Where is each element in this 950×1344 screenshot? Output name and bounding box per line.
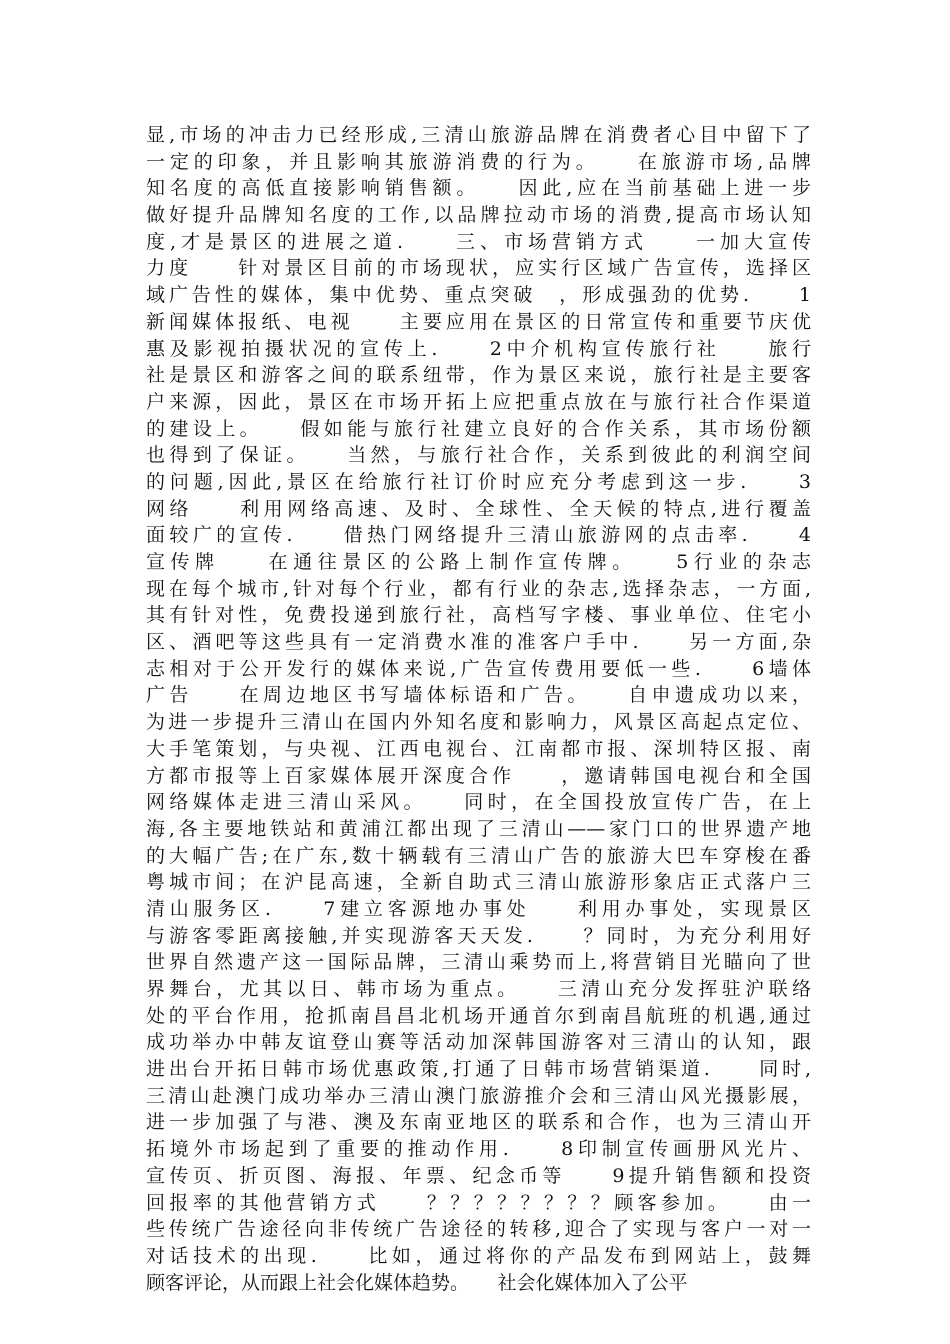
text-line: 惠及影视拍摄状况的宣传上. 2中介机构宣传旅行社 旅行 <box>146 337 811 360</box>
text-line: 为进一步提升三清山在国内外知名度和影响力，风景区高起点定位、 <box>146 711 811 734</box>
text-line: 世界自然遗产这一国际品牌，三清山乘势而上,将营销目光瞄向了世 <box>146 951 811 974</box>
text-line: 三清山赴澳门成功举办三清山澳门旅游推介会和三清山风光摄影展， <box>146 1084 811 1107</box>
text-line: 方都市报等上百家媒体展开深度合作 ，邀请韩国电视台和全国 <box>146 764 811 787</box>
text-line: 进出台开拓日韩市场优惠政策,打通了日韩市场营销渠道. 同时, <box>146 1058 811 1081</box>
text-line: 的问题,因此,景区在给旅行社订价时应充分考虑到这一步. 3 <box>146 470 811 493</box>
text-line: 面较广的宣传. 借热门网络提升三清山旅游网的点击率. 4 <box>146 524 811 547</box>
text-line: 做好提升品牌知名度的工作,以品牌拉动市场的消费,提高市场认知 <box>146 204 811 227</box>
text-line: 宣传牌 在通往景区的公路上制作宣传牌。 5行业的杂志 <box>146 551 811 573</box>
text-line: 的大幅广告;在广东,数十辆载有三清山广告的旅游大巴车穿梭在番 <box>146 844 811 867</box>
text-line: 粤城市间；在沪昆高速，全新自助式三清山旅游形象店正式落户三 <box>146 871 811 894</box>
text-line: 成功举办中韩友谊登山赛等活动加深韩国游客对三清山的认知，跟 <box>146 1031 811 1054</box>
text-line: 拓境外市场起到了重要的推动作用. 8印制宣传画册风光片、 <box>146 1138 811 1161</box>
text-line: 显,市场的冲击力已经形成,三清山旅游品牌在消费者心目中留下了 <box>146 124 811 146</box>
text-line: 其有针对性，免费投递到旅行社，高档写字楼、事业单位、住宅小 <box>146 604 811 627</box>
text-line: 区、酒吧等这些具有一定消费水准的准客户手中. 另一方面,杂 <box>146 631 811 654</box>
text-line: 也得到了保证。 当然，与旅行社合作，关系到彼此的利润空间 <box>146 444 811 467</box>
text-line: 力度 针对景区目前的市场现状，应实行区域广告宣传，选择区 <box>146 257 811 280</box>
text-line: 大手笔策划，与央视、江西电视台、江南都市报、深圳特区报、南 <box>146 737 811 760</box>
text-line: 度,才是景区的进展之道. 三、市场营销方式 一加大宣传 <box>146 230 811 253</box>
text-line: 户来源，因此，景区在市场开拓上应把重点放在与旅行社合作渠道 <box>146 390 811 413</box>
text-line: 界舞台，尤其以日、韩市场为重点。 三清山充分发挥驻沪联络 <box>146 978 811 1000</box>
text-line: 域广告性的媒体，集中优势、重点突破 ，形成强劲的优势. 1 <box>146 284 811 307</box>
text-line: 现在每个城市,针对每个行业，都有行业的杂志,选择杂志，一方面, <box>146 577 811 600</box>
text-line: 一定的印象，并且影响其旅游消费的行为。 在旅游市场,品牌 <box>146 150 811 173</box>
text-line: 进一步加强了与港、澳及东南亚地区的联系和合作，也为三清山开 <box>146 1111 811 1134</box>
text-line: 社是景区和游客之间的联系纽带，作为景区来说，旅行社是主要客 <box>146 364 811 387</box>
text-line: 与游客零距离接触,并实现游客天天发. ？同时，为充分利用好 <box>146 924 811 947</box>
text-line: 知名度的高低直接影响销售额。 因此,应在当前基础上进一步 <box>146 177 811 200</box>
text-line: 清山服务区. 7建立客源地办事处 利用办事处，实现景区 <box>146 897 811 920</box>
text-line: 宣传页、折页图、海报、年票、纪念币等 9提升销售额和投资 <box>146 1164 811 1187</box>
text-line: 对话技术的出现. 比如，通过将你的产品发布到网站上，鼓舞 <box>146 1244 811 1267</box>
text-line: 广告 在周边地区书写墙体标语和广告。 自申遗成功以来， <box>146 684 811 707</box>
text-line: 网络 利用网络高速、及时、全球性、全天候的特点,进行覆盖 <box>146 497 811 520</box>
text-line: 顾客评论，从而跟上社会化媒体趋势。 社会化媒体加入了公平 <box>146 1271 688 1294</box>
text-line: 回报率的其他营销方式 ？？？？？？？？顾客参加。 由一 <box>146 1191 811 1214</box>
text-line: 新闻媒体报纸、电视 主要应用在景区的日常宣传和重要节庆优 <box>146 310 811 333</box>
body-text <box>146 122 811 1296</box>
text-line: 网络媒体走进三清山采风。 同时，在全国投放宣传广告，在上 <box>146 791 811 814</box>
text-line: 的建设上。 假如能与旅行社建立良好的合作关系，其市场份额 <box>146 417 811 440</box>
text-line: 海,各主要地铁站和黄浦江都出现了三清山——家门口的世界遗产地 <box>146 817 811 840</box>
text-line: 志相对于公开发行的媒体来说,广告宣传费用要低一些. 6墙体 <box>146 657 811 680</box>
text-line: 处的平台作用，抢抓南昌昌北机场开通首尔到南昌航班的机遇,通过 <box>146 1004 811 1027</box>
text-line: 些传统广告途径向非传统广告途径的转移,迎合了实现与客户一对一 <box>146 1218 811 1241</box>
